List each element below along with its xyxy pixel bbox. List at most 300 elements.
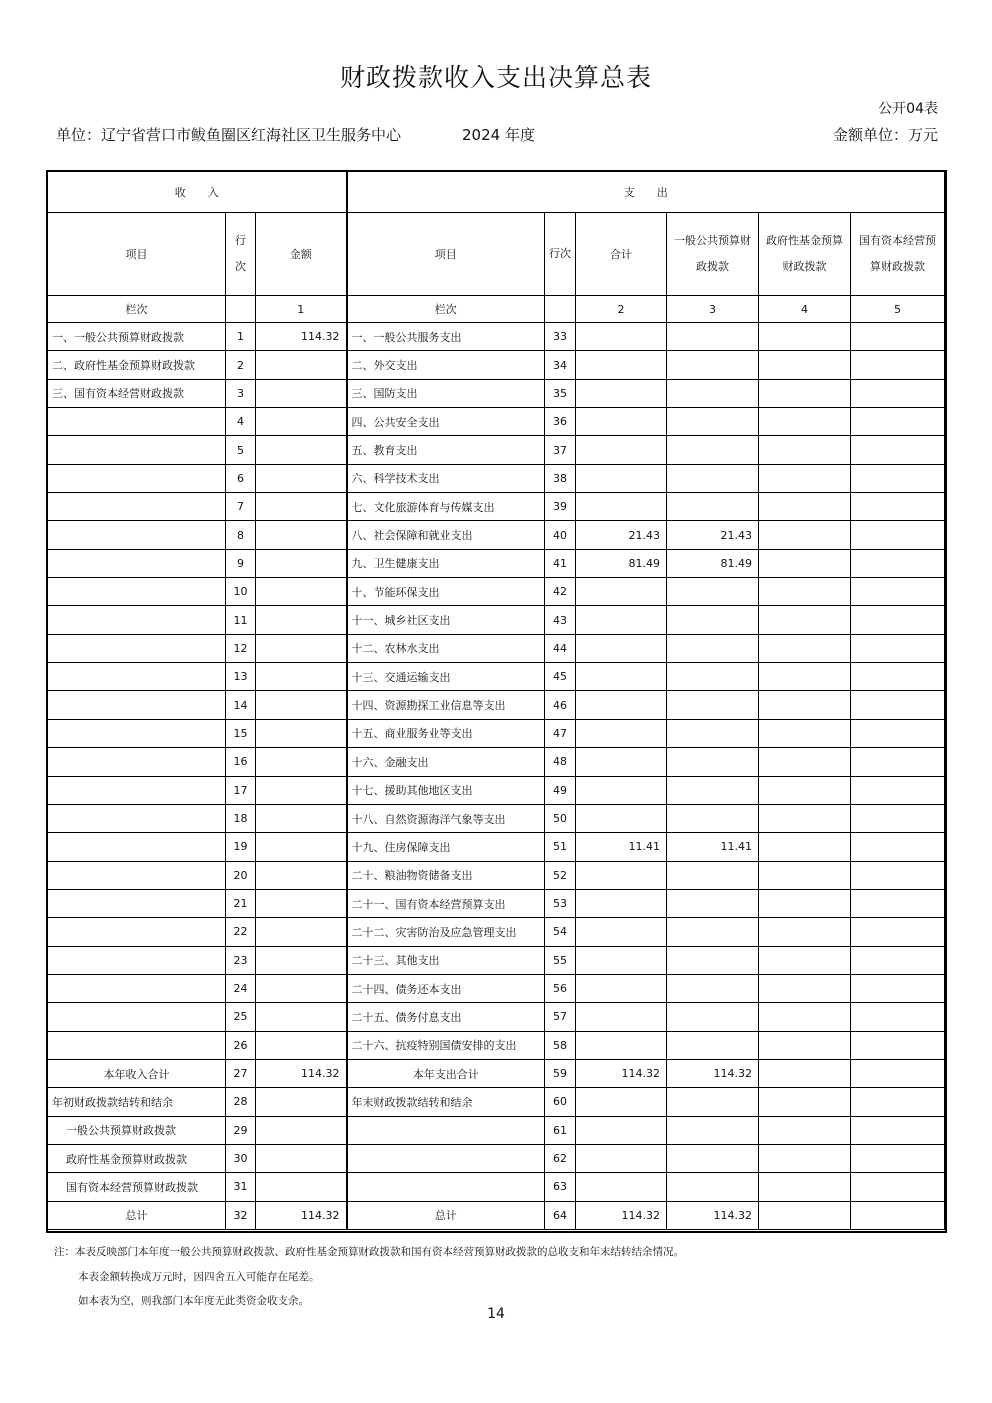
note-line: 注：本表反映部门本年度一般公共预算财政拨款、政府性基金预算财政拨款和国有资本经营预算财政拨款的总收支和年末结转结余情况。 — [54, 1246, 684, 1258]
expense-gov-fund — [759, 549, 851, 577]
expense-general — [667, 493, 759, 521]
expense-state-capital — [851, 1116, 945, 1144]
income-amount-header: 金额 — [256, 213, 347, 296]
expense-state-capital — [851, 776, 945, 804]
income-amount — [256, 1173, 347, 1201]
income-item — [48, 776, 226, 804]
income-item — [48, 408, 226, 436]
expense-line-no: 57 — [545, 1003, 576, 1031]
expense-general — [667, 974, 759, 1002]
expense-gov-fund — [759, 974, 851, 1002]
note-line: 如本表为空，则我部门本年度无此类资金收支余。 — [78, 1295, 309, 1307]
expense-total: 21.43 — [576, 521, 667, 549]
expense-general — [667, 918, 759, 946]
expense-gov-fund — [759, 1059, 851, 1087]
income-amount — [256, 1088, 347, 1116]
income-item — [48, 606, 226, 634]
income-line-no: 18 — [226, 804, 256, 832]
income-item — [48, 889, 226, 917]
table-row — [48, 323, 945, 351]
table-row — [48, 974, 945, 1002]
state-capital-header: 国有资本经营预算财政拨款 — [851, 213, 945, 296]
expense-item: 二十四、债务还本支出 — [347, 974, 545, 1002]
expense-general — [667, 748, 759, 776]
income-line-no: 19 — [226, 833, 256, 861]
unit-label: 单位：辽宁省营口市鲅鱼圈区红海社区卫生服务中心 — [56, 126, 402, 144]
income-item — [48, 521, 226, 549]
expense-general: 11.41 — [667, 833, 759, 861]
expense-state-capital — [851, 833, 945, 861]
column-label-expense: 栏次 — [347, 296, 545, 323]
expense-line-no: 51 — [545, 833, 576, 861]
income-line-no: 1 — [226, 323, 256, 351]
income-item: 年初财政拨款结转和结余 — [48, 1088, 226, 1116]
expense-general — [667, 861, 759, 889]
income-line-no: 16 — [226, 748, 256, 776]
expense-item: 五、教育支出 — [347, 436, 545, 464]
expense-total — [576, 719, 667, 747]
column-index-5: 5 — [851, 296, 945, 323]
expense-gov-fund — [759, 1201, 851, 1229]
expense-total — [576, 1116, 667, 1144]
expense-state-capital — [851, 946, 945, 974]
income-item — [48, 691, 226, 719]
expense-general — [667, 1088, 759, 1116]
expense-total — [576, 861, 667, 889]
income-amount — [256, 634, 347, 662]
income-amount — [256, 918, 347, 946]
income-item: 一般公共预算财政拨款 — [48, 1116, 226, 1144]
income-line-no: 10 — [226, 578, 256, 606]
income-line-no: 3 — [226, 379, 256, 407]
expense-state-capital — [851, 606, 945, 634]
expense-item: 十四、资源勘探工业信息等支出 — [347, 691, 545, 719]
income-line-header: 行次 — [226, 213, 256, 296]
income-item — [48, 1031, 226, 1059]
expense-line-no: 35 — [545, 379, 576, 407]
expense-general — [667, 464, 759, 492]
income-line-no: 31 — [226, 1173, 256, 1201]
expense-gov-fund — [759, 748, 851, 776]
expense-general: 114.32 — [667, 1201, 759, 1229]
income-amount — [256, 606, 347, 634]
expense-item: 二十六、抗疫特别国债安排的支出 — [347, 1031, 545, 1059]
expense-gov-fund — [759, 1144, 851, 1172]
general-header: 一般公共预算财政拨款 — [667, 213, 759, 296]
expense-state-capital — [851, 1088, 945, 1116]
expense-item: 十七、援助其他地区支出 — [347, 776, 545, 804]
expense-total — [576, 323, 667, 351]
income-amount — [256, 549, 347, 577]
income-amount — [256, 1144, 347, 1172]
income-line-no: 6 — [226, 464, 256, 492]
expense-line-no: 48 — [545, 748, 576, 776]
column-index-4: 4 — [759, 296, 851, 323]
income-item — [48, 946, 226, 974]
table-row — [48, 1144, 945, 1172]
expense-item: 二十五、债务付息支出 — [347, 1003, 545, 1031]
expense-general — [667, 663, 759, 691]
expense-state-capital — [851, 719, 945, 747]
expense-line-no: 54 — [545, 918, 576, 946]
expense-line-no: 34 — [545, 351, 576, 379]
income-amount — [256, 464, 347, 492]
income-amount — [256, 351, 347, 379]
expense-line-no: 63 — [545, 1173, 576, 1201]
income-amount — [256, 719, 347, 747]
expense-total — [576, 351, 667, 379]
expense-item: 二十二、灾害防治及应急管理支出 — [347, 918, 545, 946]
total-header: 合计 — [576, 213, 667, 296]
expense-total — [576, 1144, 667, 1172]
expense-item: 一、一般公共服务支出 — [347, 323, 545, 351]
expense-general — [667, 634, 759, 662]
expense-gov-fund — [759, 323, 851, 351]
table-code: 公开04表 — [878, 101, 938, 117]
table-row — [48, 663, 945, 691]
expense-state-capital — [851, 521, 945, 549]
income-amount: 114.32 — [256, 323, 347, 351]
income-amount — [256, 493, 347, 521]
expense-item: 总计 — [347, 1201, 545, 1229]
income-item — [48, 634, 226, 662]
expense-gov-fund — [759, 351, 851, 379]
expense-gov-fund — [759, 578, 851, 606]
income-item — [48, 918, 226, 946]
expense-total — [576, 691, 667, 719]
table-row — [48, 521, 945, 549]
expense-general — [667, 804, 759, 832]
expense-general — [667, 323, 759, 351]
expense-gov-fund — [759, 464, 851, 492]
expense-line-no: 52 — [545, 861, 576, 889]
income-line-no: 9 — [226, 549, 256, 577]
income-line-no: 20 — [226, 861, 256, 889]
income-item — [48, 549, 226, 577]
expense-gov-fund — [759, 719, 851, 747]
table-row — [48, 464, 945, 492]
expense-total — [576, 379, 667, 407]
table-row — [48, 351, 945, 379]
income-line-no: 28 — [226, 1088, 256, 1116]
table-row — [48, 861, 945, 889]
income-amount — [256, 379, 347, 407]
income-line-no: 26 — [226, 1031, 256, 1059]
income-amount — [256, 1031, 347, 1059]
expense-line-no: 49 — [545, 776, 576, 804]
income-amount — [256, 946, 347, 974]
notes — [54, 1240, 684, 1314]
income-amount — [256, 408, 347, 436]
expense-state-capital — [851, 464, 945, 492]
expense-gov-fund — [759, 691, 851, 719]
income-amount — [256, 776, 347, 804]
expense-total — [576, 578, 667, 606]
expense-state-capital — [851, 748, 945, 776]
expense-line-no: 47 — [545, 719, 576, 747]
income-item — [48, 748, 226, 776]
expense-state-capital — [851, 323, 945, 351]
income-item — [48, 861, 226, 889]
expense-line-no: 55 — [545, 946, 576, 974]
expense-gov-fund — [759, 521, 851, 549]
income-amount — [256, 436, 347, 464]
income-amount — [256, 974, 347, 1002]
expense-item: 十九、住房保障支出 — [347, 833, 545, 861]
table-row — [48, 776, 945, 804]
header-row-2 — [48, 213, 945, 296]
expense-general — [667, 578, 759, 606]
income-line-no: 13 — [226, 663, 256, 691]
income-item — [48, 663, 226, 691]
expense-line-no: 36 — [545, 408, 576, 436]
income-item: 本年收入合计 — [48, 1059, 226, 1087]
expense-total: 11.41 — [576, 833, 667, 861]
income-item — [48, 436, 226, 464]
expense-gov-fund — [759, 946, 851, 974]
expense-state-capital — [851, 549, 945, 577]
expense-line-no: 64 — [545, 1201, 576, 1229]
expense-total — [576, 918, 667, 946]
column-label-income: 栏次 — [48, 296, 226, 323]
expense-state-capital — [851, 578, 945, 606]
expense-item: 年末财政拨款结转和结余 — [347, 1088, 545, 1116]
income-item — [48, 719, 226, 747]
income-line-no: 21 — [226, 889, 256, 917]
expense-general — [667, 408, 759, 436]
table-row — [48, 691, 945, 719]
expense-total — [576, 748, 667, 776]
gov-fund-header: 政府性基金预算财政拨款 — [759, 213, 851, 296]
income-line-no: 23 — [226, 946, 256, 974]
expense-general — [667, 1003, 759, 1031]
income-amount — [256, 578, 347, 606]
expense-gov-fund — [759, 1088, 851, 1116]
expense-state-capital — [851, 493, 945, 521]
expense-gov-fund — [759, 408, 851, 436]
income-amount — [256, 663, 347, 691]
table-row — [48, 748, 945, 776]
expense-general — [667, 606, 759, 634]
expense-state-capital — [851, 974, 945, 1002]
table-row — [48, 634, 945, 662]
expense-state-capital — [851, 889, 945, 917]
expense-general — [667, 776, 759, 804]
expense-total: 114.32 — [576, 1201, 667, 1229]
expense-item — [347, 1116, 545, 1144]
expense-general: 81.49 — [667, 549, 759, 577]
expense-gov-fund — [759, 436, 851, 464]
expense-gov-fund — [759, 1173, 851, 1201]
income-amount — [256, 889, 347, 917]
expense-item: 二十一、国有资本经营预算支出 — [347, 889, 545, 917]
income-amount — [256, 1003, 347, 1031]
expense-state-capital — [851, 1144, 945, 1172]
expense-total — [576, 1003, 667, 1031]
expense-state-capital — [851, 408, 945, 436]
income-amount — [256, 804, 347, 832]
expense-item — [347, 1144, 545, 1172]
expense-item: 二、外交支出 — [347, 351, 545, 379]
expense-general — [667, 379, 759, 407]
income-amount — [256, 521, 347, 549]
table-row — [48, 918, 945, 946]
expense-line-no: 39 — [545, 493, 576, 521]
income-item: 二、政府性基金预算财政拨款 — [48, 351, 226, 379]
income-item — [48, 578, 226, 606]
expense-total — [576, 1088, 667, 1116]
table-row — [48, 889, 945, 917]
income-line-no: 14 — [226, 691, 256, 719]
expense-total — [576, 889, 667, 917]
column-index-1: 1 — [256, 296, 347, 323]
expense-general — [667, 1144, 759, 1172]
expense-general — [667, 1116, 759, 1144]
income-line-no: 27 — [226, 1059, 256, 1087]
expense-line-no: 58 — [545, 1031, 576, 1059]
expense-line-no: 61 — [545, 1116, 576, 1144]
note-line: 本表金额转换成万元时，因四舍五入可能存在尾差。 — [78, 1270, 320, 1283]
table-row — [48, 408, 945, 436]
expense-line-no: 43 — [545, 606, 576, 634]
income-line-no: 24 — [226, 974, 256, 1002]
expense-item: 本年支出合计 — [347, 1059, 545, 1087]
column-index-2: 2 — [576, 296, 667, 323]
expense-gov-fund — [759, 918, 851, 946]
expense-gov-fund — [759, 776, 851, 804]
header-row-3 — [48, 296, 945, 323]
expense-state-capital — [851, 1059, 945, 1087]
expense-item: 二十三、其他支出 — [347, 946, 545, 974]
expense-total — [576, 804, 667, 832]
table-row — [48, 578, 945, 606]
income-item — [48, 493, 226, 521]
income-line-no: 32 — [226, 1201, 256, 1229]
income-item — [48, 1003, 226, 1031]
income-header: 收 入 — [48, 172, 347, 213]
table-row — [48, 1031, 945, 1059]
expense-state-capital — [851, 1201, 945, 1229]
fiscal-year: 2024 年度 — [462, 126, 535, 144]
expense-line-no: 33 — [545, 323, 576, 351]
income-item — [48, 804, 226, 832]
expense-item: 四、公共安全支出 — [347, 408, 545, 436]
expense-line-no: 62 — [545, 1144, 576, 1172]
expense-gov-fund — [759, 1116, 851, 1144]
table-row — [48, 1116, 945, 1144]
expense-general — [667, 1031, 759, 1059]
expense-gov-fund — [759, 889, 851, 917]
income-item — [48, 833, 226, 861]
income-item — [48, 464, 226, 492]
income-item: 三、国有资本经营财政拨款 — [48, 379, 226, 407]
expense-line-no: 46 — [545, 691, 576, 719]
expense-general — [667, 351, 759, 379]
expense-general: 114.32 — [667, 1059, 759, 1087]
table-row — [48, 1201, 945, 1229]
expense-item: 十一、城乡社区支出 — [347, 606, 545, 634]
expense-gov-fund — [759, 861, 851, 889]
page-number: 14 — [487, 1306, 505, 1322]
expense-total — [576, 634, 667, 662]
expense-gov-fund — [759, 1003, 851, 1031]
expense-item — [347, 1173, 545, 1201]
income-line-no: 2 — [226, 351, 256, 379]
table-row — [48, 549, 945, 577]
table-row — [48, 1088, 945, 1116]
income-line-no: 22 — [226, 918, 256, 946]
expense-total — [576, 493, 667, 521]
header-row-1 — [48, 172, 945, 213]
income-item: 总计 — [48, 1201, 226, 1229]
expense-state-capital — [851, 634, 945, 662]
expense-general — [667, 436, 759, 464]
fiscal-summary-table — [47, 171, 945, 1230]
expense-state-capital — [851, 436, 945, 464]
expense-total — [576, 663, 667, 691]
expense-state-capital — [851, 918, 945, 946]
expense-line-no: 38 — [545, 464, 576, 492]
income-amount: 114.32 — [256, 1201, 347, 1229]
expense-line-no: 45 — [545, 663, 576, 691]
income-item: 国有资本经营预算财政拨款 — [48, 1173, 226, 1201]
column-label-blank — [545, 296, 576, 323]
expense-total: 114.32 — [576, 1059, 667, 1087]
expense-item: 十三、交通运输支出 — [347, 663, 545, 691]
expense-general — [667, 889, 759, 917]
income-item: 政府性基金预算财政拨款 — [48, 1144, 226, 1172]
income-amount — [256, 1116, 347, 1144]
expense-item: 六、科学技术支出 — [347, 464, 545, 492]
expense-state-capital — [851, 804, 945, 832]
income-line-no: 29 — [226, 1116, 256, 1144]
expense-gov-fund — [759, 606, 851, 634]
expense-gov-fund — [759, 634, 851, 662]
expense-line-no: 41 — [545, 549, 576, 577]
expense-general: 21.43 — [667, 521, 759, 549]
expense-total — [576, 436, 667, 464]
expense-item: 七、文化旅游体育与传媒支出 — [347, 493, 545, 521]
column-label-blank — [226, 296, 256, 323]
expense-state-capital — [851, 351, 945, 379]
expense-line-no: 60 — [545, 1088, 576, 1116]
expense-gov-fund — [759, 493, 851, 521]
income-item: 一、一般公共预算财政拨款 — [48, 323, 226, 351]
income-amount — [256, 833, 347, 861]
expense-total — [576, 1031, 667, 1059]
table-row — [48, 1003, 945, 1031]
expense-line-no: 59 — [545, 1059, 576, 1087]
expense-line-no: 37 — [545, 436, 576, 464]
page-title: 财政拨款收入支出决算总表 — [339, 63, 652, 92]
income-line-no: 30 — [226, 1144, 256, 1172]
table-row — [48, 493, 945, 521]
income-amount — [256, 691, 347, 719]
expense-item: 十、节能环保支出 — [347, 578, 545, 606]
expense-gov-fund — [759, 804, 851, 832]
income-line-no: 11 — [226, 606, 256, 634]
expense-state-capital — [851, 379, 945, 407]
expense-line-no: 50 — [545, 804, 576, 832]
expense-gov-fund — [759, 1031, 851, 1059]
income-line-no: 12 — [226, 634, 256, 662]
expense-total — [576, 464, 667, 492]
expense-item: 九、卫生健康支出 — [347, 549, 545, 577]
income-line-no: 25 — [226, 1003, 256, 1031]
expense-header: 支 出 — [347, 172, 945, 213]
expense-item: 十六、金融支出 — [347, 748, 545, 776]
income-line-no: 7 — [226, 493, 256, 521]
